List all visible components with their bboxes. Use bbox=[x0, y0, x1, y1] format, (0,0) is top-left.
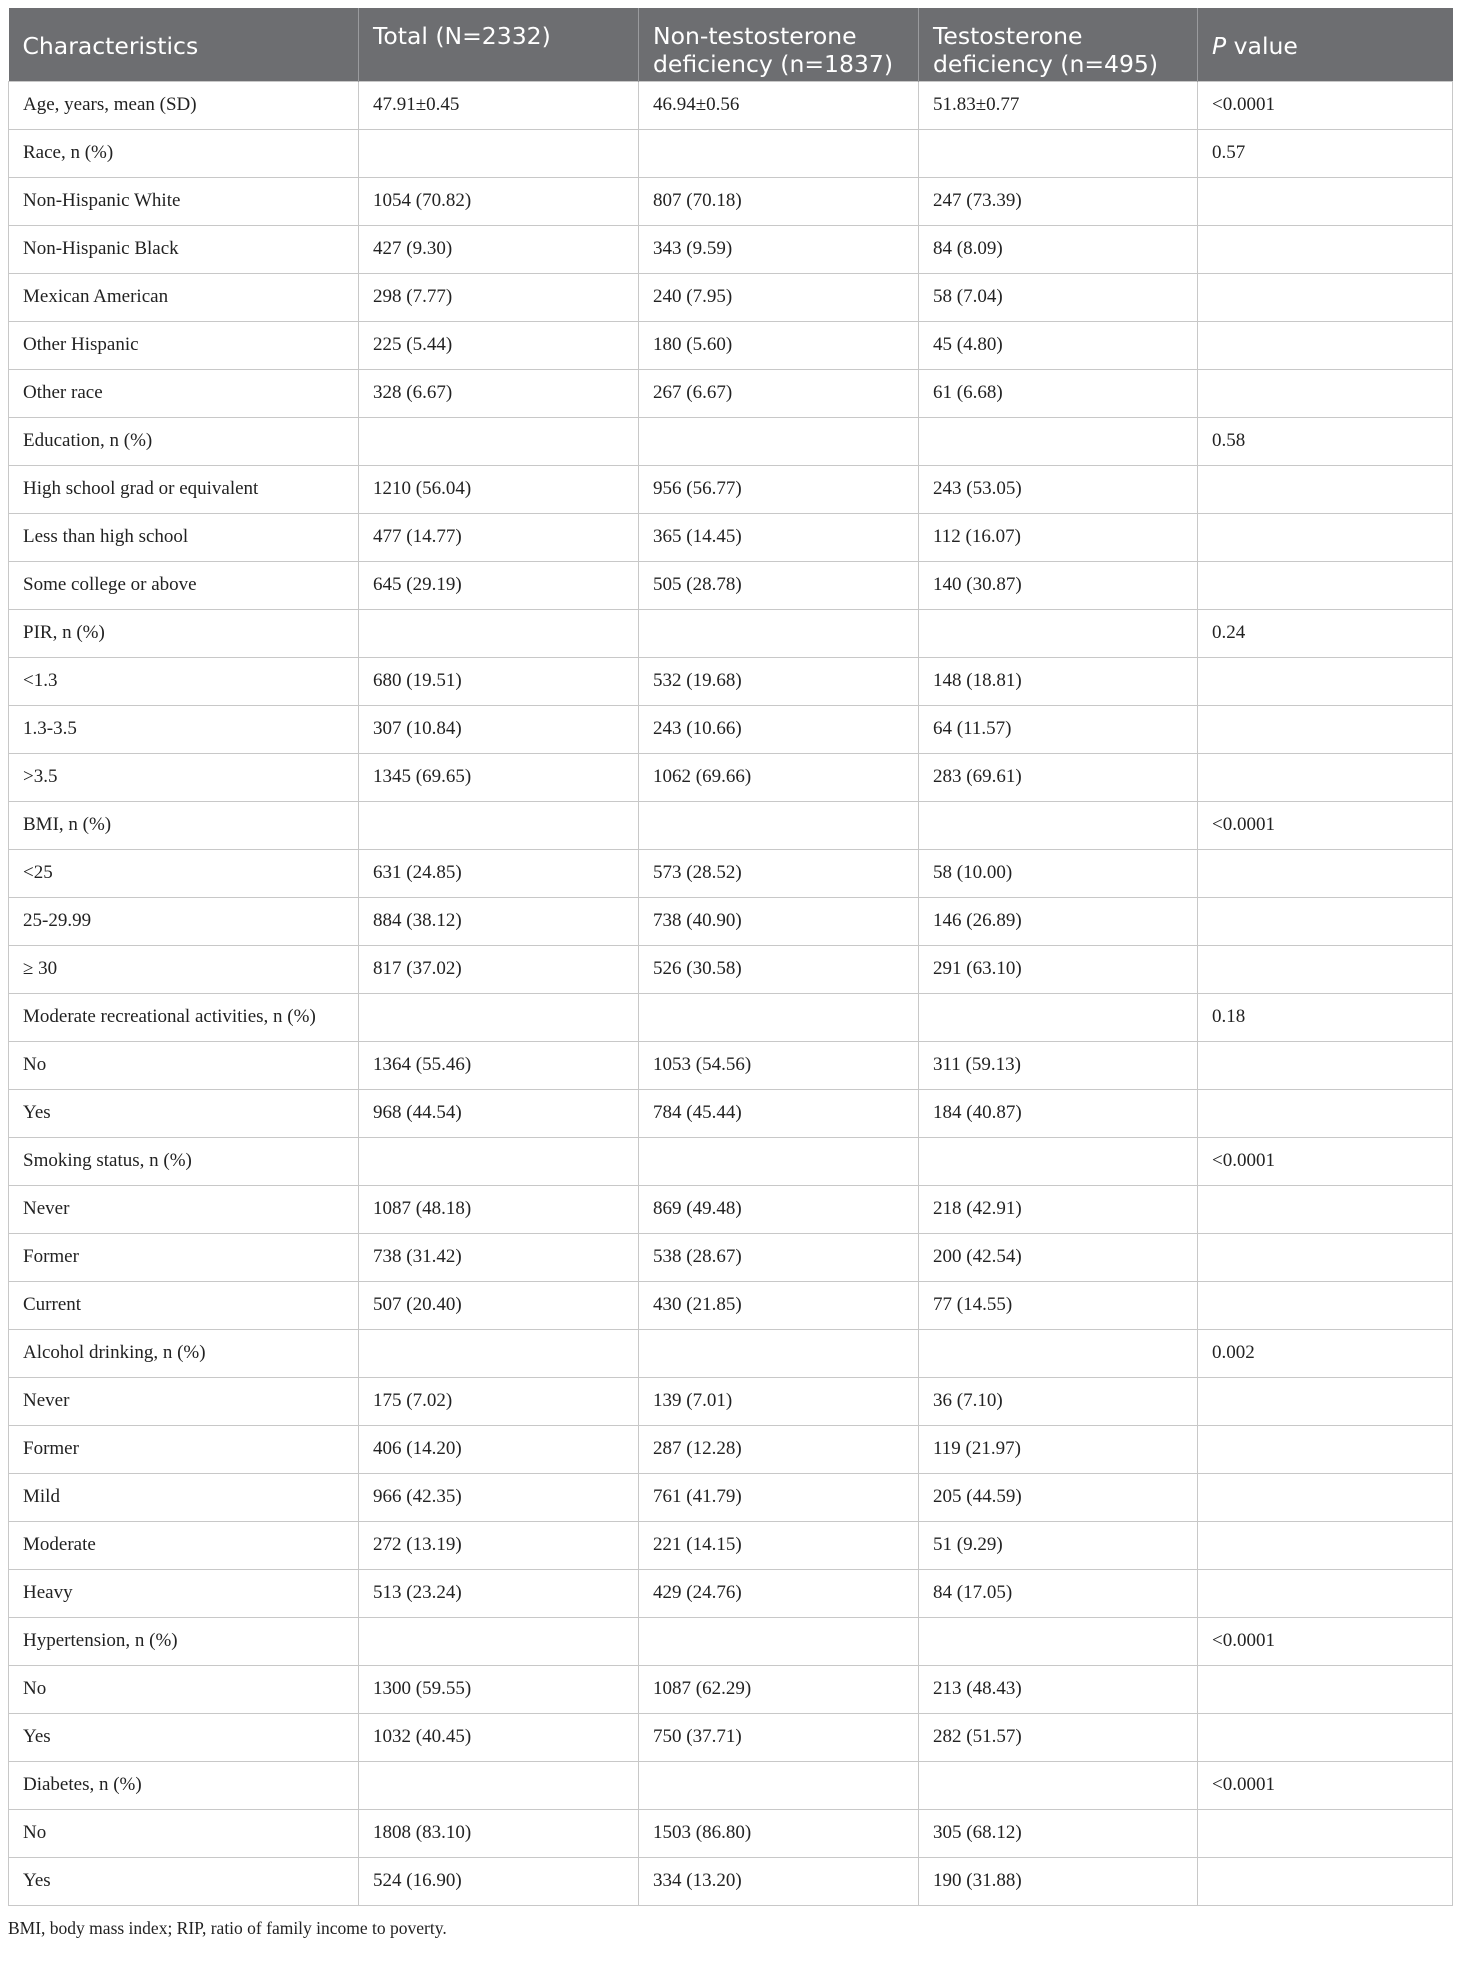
cell-non-deficiency: 221 (14.15) bbox=[639, 1521, 919, 1569]
cell-total bbox=[359, 1617, 639, 1665]
cell-characteristic: Former bbox=[9, 1425, 359, 1473]
cell-p-value bbox=[1198, 1377, 1453, 1425]
cell-characteristic: Yes bbox=[9, 1089, 359, 1137]
cell-deficiency: 218 (42.91) bbox=[919, 1185, 1198, 1233]
table-row bbox=[9, 1329, 1453, 1377]
table-row bbox=[9, 513, 1453, 561]
cell-non-deficiency: 1062 (69.66) bbox=[639, 753, 919, 801]
cell-non-deficiency: 287 (12.28) bbox=[639, 1425, 919, 1473]
table-row bbox=[9, 1617, 1453, 1665]
table-row bbox=[9, 1089, 1453, 1137]
cell-characteristic: Mexican American bbox=[9, 273, 359, 321]
cell-characteristic: Moderate bbox=[9, 1521, 359, 1569]
table-row bbox=[9, 1425, 1453, 1473]
cell-characteristic: Age, years, mean (SD) bbox=[9, 81, 359, 129]
cell-characteristic: No bbox=[9, 1809, 359, 1857]
cell-non-deficiency bbox=[639, 129, 919, 177]
table-row bbox=[9, 945, 1453, 993]
cell-characteristic: 25-29.99 bbox=[9, 897, 359, 945]
cell-p-value bbox=[1198, 897, 1453, 945]
cell-non-deficiency: 869 (49.48) bbox=[639, 1185, 919, 1233]
cell-total bbox=[359, 993, 639, 1041]
cell-p-value bbox=[1198, 273, 1453, 321]
cell-total bbox=[359, 129, 639, 177]
cell-total: 47.91±0.45 bbox=[359, 81, 639, 129]
header-non-deficiency-line2: deficiency (n=1837) bbox=[653, 50, 894, 78]
cell-total bbox=[359, 1329, 639, 1377]
cell-deficiency: 205 (44.59) bbox=[919, 1473, 1198, 1521]
cell-deficiency: 119 (21.97) bbox=[919, 1425, 1198, 1473]
table-row bbox=[9, 897, 1453, 945]
cell-characteristic: Hypertension, n (%) bbox=[9, 1617, 359, 1665]
header-non-deficiency bbox=[639, 8, 919, 81]
table-row bbox=[9, 993, 1453, 1041]
cell-deficiency: 305 (68.12) bbox=[919, 1809, 1198, 1857]
cell-non-deficiency bbox=[639, 1761, 919, 1809]
cell-non-deficiency: 1087 (62.29) bbox=[639, 1665, 919, 1713]
cell-p-value bbox=[1198, 561, 1453, 609]
table-row bbox=[9, 1809, 1453, 1857]
cell-characteristic: No bbox=[9, 1665, 359, 1713]
cell-characteristic: Alcohol drinking, n (%) bbox=[9, 1329, 359, 1377]
cell-total: 1210 (56.04) bbox=[359, 465, 639, 513]
cell-total: 524 (16.90) bbox=[359, 1857, 639, 1905]
cell-deficiency: 36 (7.10) bbox=[919, 1377, 1198, 1425]
cell-characteristic: Non-Hispanic Black bbox=[9, 225, 359, 273]
cell-non-deficiency: 750 (37.71) bbox=[639, 1713, 919, 1761]
cell-p-value: 0.58 bbox=[1198, 417, 1453, 465]
cell-p-value bbox=[1198, 1473, 1453, 1521]
cell-non-deficiency: 139 (7.01) bbox=[639, 1377, 919, 1425]
cell-p-value bbox=[1198, 705, 1453, 753]
cell-deficiency bbox=[919, 993, 1198, 1041]
cell-total: 272 (13.19) bbox=[359, 1521, 639, 1569]
cell-total: 1808 (83.10) bbox=[359, 1809, 639, 1857]
cell-deficiency: 58 (10.00) bbox=[919, 849, 1198, 897]
table-row bbox=[9, 129, 1453, 177]
cell-p-value bbox=[1198, 945, 1453, 993]
cell-characteristic: High school grad or equivalent bbox=[9, 465, 359, 513]
table-row bbox=[9, 1761, 1453, 1809]
table-row bbox=[9, 1857, 1453, 1905]
cell-total: 1300 (59.55) bbox=[359, 1665, 639, 1713]
table-row bbox=[9, 1569, 1453, 1617]
table-row bbox=[9, 705, 1453, 753]
cell-total: 477 (14.77) bbox=[359, 513, 639, 561]
cell-total: 298 (7.77) bbox=[359, 273, 639, 321]
cell-p-value: 0.002 bbox=[1198, 1329, 1453, 1377]
cell-total: 817 (37.02) bbox=[359, 945, 639, 993]
cell-deficiency bbox=[919, 1137, 1198, 1185]
cell-characteristic: 1.3-3.5 bbox=[9, 705, 359, 753]
table-row bbox=[9, 1137, 1453, 1185]
cell-characteristic: Other Hispanic bbox=[9, 321, 359, 369]
cell-characteristic: Never bbox=[9, 1185, 359, 1233]
cell-deficiency: 84 (8.09) bbox=[919, 225, 1198, 273]
cell-p-value bbox=[1198, 1521, 1453, 1569]
table-row bbox=[9, 849, 1453, 897]
cell-non-deficiency: 761 (41.79) bbox=[639, 1473, 919, 1521]
cell-p-value bbox=[1198, 225, 1453, 273]
header-deficiency-line1: Testosterone bbox=[933, 22, 1083, 50]
cell-total: 738 (31.42) bbox=[359, 1233, 639, 1281]
cell-p-value: <0.0001 bbox=[1198, 1137, 1453, 1185]
header-row bbox=[9, 8, 1453, 81]
header-p-rest: value bbox=[1226, 32, 1298, 60]
cell-characteristic: ≥ 30 bbox=[9, 945, 359, 993]
table-row bbox=[9, 1377, 1453, 1425]
cell-non-deficiency: 267 (6.67) bbox=[639, 369, 919, 417]
cell-non-deficiency: 505 (28.78) bbox=[639, 561, 919, 609]
cell-total: 966 (42.35) bbox=[359, 1473, 639, 1521]
cell-total bbox=[359, 417, 639, 465]
cell-deficiency: 190 (31.88) bbox=[919, 1857, 1198, 1905]
table-row bbox=[9, 273, 1453, 321]
cell-total bbox=[359, 609, 639, 657]
cell-deficiency: 200 (42.54) bbox=[919, 1233, 1198, 1281]
table-row bbox=[9, 609, 1453, 657]
cell-deficiency: 64 (11.57) bbox=[919, 705, 1198, 753]
cell-non-deficiency: 46.94±0.56 bbox=[639, 81, 919, 129]
cell-characteristic: Mild bbox=[9, 1473, 359, 1521]
cell-p-value bbox=[1198, 849, 1453, 897]
table-row bbox=[9, 417, 1453, 465]
table-row bbox=[9, 1521, 1453, 1569]
cell-non-deficiency: 334 (13.20) bbox=[639, 1857, 919, 1905]
cell-total: 507 (20.40) bbox=[359, 1281, 639, 1329]
table-row bbox=[9, 1665, 1453, 1713]
cell-total: 1345 (69.65) bbox=[359, 753, 639, 801]
cell-deficiency: 247 (73.39) bbox=[919, 177, 1198, 225]
cell-characteristic: <25 bbox=[9, 849, 359, 897]
cell-total: 1054 (70.82) bbox=[359, 177, 639, 225]
table-row bbox=[9, 177, 1453, 225]
cell-deficiency: 51.83±0.77 bbox=[919, 81, 1198, 129]
cell-deficiency bbox=[919, 801, 1198, 849]
table-row bbox=[9, 1281, 1453, 1329]
cell-p-value: <0.0001 bbox=[1198, 81, 1453, 129]
cell-p-value bbox=[1198, 177, 1453, 225]
table-row bbox=[9, 465, 1453, 513]
table-row bbox=[9, 1041, 1453, 1089]
cell-deficiency: 77 (14.55) bbox=[919, 1281, 1198, 1329]
cell-total: 884 (38.12) bbox=[359, 897, 639, 945]
cell-deficiency: 213 (48.43) bbox=[919, 1665, 1198, 1713]
cell-total: 1087 (48.18) bbox=[359, 1185, 639, 1233]
cell-characteristic: BMI, n (%) bbox=[9, 801, 359, 849]
cell-non-deficiency: 538 (28.67) bbox=[639, 1233, 919, 1281]
cell-non-deficiency bbox=[639, 417, 919, 465]
table-row bbox=[9, 1713, 1453, 1761]
cell-total: 1032 (40.45) bbox=[359, 1713, 639, 1761]
cell-p-value bbox=[1198, 321, 1453, 369]
header-deficiency-line2: deficiency (n=495) bbox=[933, 50, 1159, 78]
cell-non-deficiency bbox=[639, 993, 919, 1041]
cell-deficiency: 146 (26.89) bbox=[919, 897, 1198, 945]
cell-p-value: <0.0001 bbox=[1198, 1617, 1453, 1665]
table-footnote: BMI, body mass index; RIP, ratio of family income to poverty. bbox=[8, 1917, 447, 1938]
cell-deficiency: 45 (4.80) bbox=[919, 321, 1198, 369]
cell-deficiency: 282 (51.57) bbox=[919, 1713, 1198, 1761]
cell-non-deficiency: 526 (30.58) bbox=[639, 945, 919, 993]
table-row bbox=[9, 369, 1453, 417]
cell-characteristic: >3.5 bbox=[9, 753, 359, 801]
cell-characteristic: Smoking status, n (%) bbox=[9, 1137, 359, 1185]
cell-total: 1364 (55.46) bbox=[359, 1041, 639, 1089]
cell-total: 406 (14.20) bbox=[359, 1425, 639, 1473]
cell-total bbox=[359, 1761, 639, 1809]
cell-p-value bbox=[1198, 1089, 1453, 1137]
cell-p-value: 0.57 bbox=[1198, 129, 1453, 177]
cell-deficiency: 184 (40.87) bbox=[919, 1089, 1198, 1137]
table-row bbox=[9, 753, 1453, 801]
cell-p-value bbox=[1198, 369, 1453, 417]
cell-deficiency: 51 (9.29) bbox=[919, 1521, 1198, 1569]
cell-p-value bbox=[1198, 1425, 1453, 1473]
cell-p-value bbox=[1198, 1233, 1453, 1281]
header-p-value bbox=[1198, 8, 1453, 81]
cell-non-deficiency bbox=[639, 609, 919, 657]
cell-non-deficiency: 1053 (54.56) bbox=[639, 1041, 919, 1089]
header-characteristics: Characteristics bbox=[9, 8, 359, 81]
cell-characteristic: Non-Hispanic White bbox=[9, 177, 359, 225]
cell-non-deficiency: 365 (14.45) bbox=[639, 513, 919, 561]
cell-p-value bbox=[1198, 657, 1453, 705]
cell-non-deficiency: 1503 (86.80) bbox=[639, 1809, 919, 1857]
cell-deficiency: 311 (59.13) bbox=[919, 1041, 1198, 1089]
cell-total: 645 (29.19) bbox=[359, 561, 639, 609]
characteristics-table bbox=[8, 8, 1453, 1906]
cell-p-value bbox=[1198, 1665, 1453, 1713]
header-deficiency bbox=[919, 8, 1198, 81]
table-row bbox=[9, 1233, 1453, 1281]
cell-characteristic: PIR, n (%) bbox=[9, 609, 359, 657]
cell-characteristic: No bbox=[9, 1041, 359, 1089]
cell-p-value: 0.18 bbox=[1198, 993, 1453, 1041]
cell-deficiency: 140 (30.87) bbox=[919, 561, 1198, 609]
cell-p-value bbox=[1198, 465, 1453, 513]
table-row bbox=[9, 1185, 1453, 1233]
cell-non-deficiency: 243 (10.66) bbox=[639, 705, 919, 753]
cell-p-value bbox=[1198, 1569, 1453, 1617]
cell-total bbox=[359, 1137, 639, 1185]
cell-p-value bbox=[1198, 1857, 1453, 1905]
table-row bbox=[9, 801, 1453, 849]
cell-non-deficiency bbox=[639, 1137, 919, 1185]
cell-p-value bbox=[1198, 753, 1453, 801]
table-row bbox=[9, 561, 1453, 609]
cell-non-deficiency: 240 (7.95) bbox=[639, 273, 919, 321]
cell-deficiency bbox=[919, 609, 1198, 657]
cell-characteristic: Education, n (%) bbox=[9, 417, 359, 465]
cell-total: 328 (6.67) bbox=[359, 369, 639, 417]
cell-non-deficiency: 343 (9.59) bbox=[639, 225, 919, 273]
cell-deficiency: 58 (7.04) bbox=[919, 273, 1198, 321]
table-row bbox=[9, 657, 1453, 705]
cell-p-value bbox=[1198, 1281, 1453, 1329]
cell-non-deficiency: 180 (5.60) bbox=[639, 321, 919, 369]
cell-characteristic: Moderate recreational activities, n (%) bbox=[9, 993, 359, 1041]
cell-p-value bbox=[1198, 1185, 1453, 1233]
cell-non-deficiency: 738 (40.90) bbox=[639, 897, 919, 945]
cell-non-deficiency: 573 (28.52) bbox=[639, 849, 919, 897]
cell-non-deficiency: 807 (70.18) bbox=[639, 177, 919, 225]
header-p-italic: P bbox=[1212, 32, 1227, 60]
cell-characteristic: Former bbox=[9, 1233, 359, 1281]
cell-deficiency: 61 (6.68) bbox=[919, 369, 1198, 417]
cell-non-deficiency bbox=[639, 1329, 919, 1377]
cell-total: 513 (23.24) bbox=[359, 1569, 639, 1617]
cell-total: 307 (10.84) bbox=[359, 705, 639, 753]
cell-non-deficiency: 532 (19.68) bbox=[639, 657, 919, 705]
cell-total: 968 (44.54) bbox=[359, 1089, 639, 1137]
cell-total: 175 (7.02) bbox=[359, 1377, 639, 1425]
cell-characteristic: Never bbox=[9, 1377, 359, 1425]
cell-total: 631 (24.85) bbox=[359, 849, 639, 897]
table-row bbox=[9, 1473, 1453, 1521]
cell-characteristic: Other race bbox=[9, 369, 359, 417]
cell-characteristic: Heavy bbox=[9, 1569, 359, 1617]
cell-p-value bbox=[1198, 513, 1453, 561]
header-total: Total (N=2332) bbox=[359, 8, 639, 81]
cell-deficiency: 243 (53.05) bbox=[919, 465, 1198, 513]
cell-deficiency: 148 (18.81) bbox=[919, 657, 1198, 705]
cell-deficiency: 283 (69.61) bbox=[919, 753, 1198, 801]
cell-non-deficiency: 956 (56.77) bbox=[639, 465, 919, 513]
cell-deficiency bbox=[919, 417, 1198, 465]
table-row bbox=[9, 81, 1453, 129]
cell-non-deficiency: 429 (24.76) bbox=[639, 1569, 919, 1617]
cell-characteristic: Yes bbox=[9, 1857, 359, 1905]
cell-non-deficiency: 430 (21.85) bbox=[639, 1281, 919, 1329]
cell-p-value bbox=[1198, 1041, 1453, 1089]
cell-deficiency bbox=[919, 1617, 1198, 1665]
cell-total bbox=[359, 801, 639, 849]
table-header bbox=[9, 8, 1453, 81]
cell-characteristic: Less than high school bbox=[9, 513, 359, 561]
cell-deficiency: 84 (17.05) bbox=[919, 1569, 1198, 1617]
cell-characteristic: Diabetes, n (%) bbox=[9, 1761, 359, 1809]
cell-p-value bbox=[1198, 1809, 1453, 1857]
header-non-deficiency-line1: Non-testosterone bbox=[653, 22, 857, 50]
table-container bbox=[8, 8, 1452, 1939]
table-row bbox=[9, 321, 1453, 369]
cell-characteristic: Current bbox=[9, 1281, 359, 1329]
cell-total: 680 (19.51) bbox=[359, 657, 639, 705]
cell-deficiency bbox=[919, 129, 1198, 177]
cell-p-value: <0.0001 bbox=[1198, 1761, 1453, 1809]
cell-characteristic: Race, n (%) bbox=[9, 129, 359, 177]
cell-p-value bbox=[1198, 1713, 1453, 1761]
table-row bbox=[9, 225, 1453, 273]
cell-non-deficiency bbox=[639, 801, 919, 849]
cell-deficiency bbox=[919, 1761, 1198, 1809]
cell-non-deficiency bbox=[639, 1617, 919, 1665]
cell-characteristic: <1.3 bbox=[9, 657, 359, 705]
cell-deficiency bbox=[919, 1329, 1198, 1377]
cell-p-value: <0.0001 bbox=[1198, 801, 1453, 849]
cell-deficiency: 291 (63.10) bbox=[919, 945, 1198, 993]
table-body bbox=[9, 81, 1453, 1905]
cell-deficiency: 112 (16.07) bbox=[919, 513, 1198, 561]
cell-total: 225 (5.44) bbox=[359, 321, 639, 369]
cell-p-value: 0.24 bbox=[1198, 609, 1453, 657]
cell-characteristic: Yes bbox=[9, 1713, 359, 1761]
cell-characteristic: Some college or above bbox=[9, 561, 359, 609]
cell-total: 427 (9.30) bbox=[359, 225, 639, 273]
cell-non-deficiency: 784 (45.44) bbox=[639, 1089, 919, 1137]
